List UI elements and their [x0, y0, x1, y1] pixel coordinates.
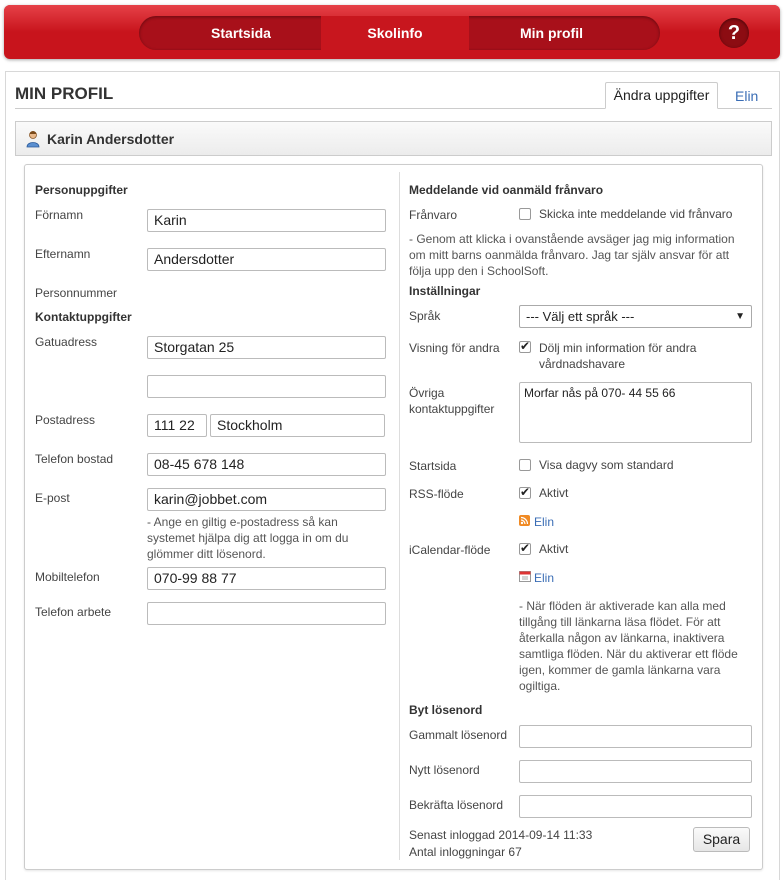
calendar-icon [519, 570, 531, 582]
confirm-password-label: Bekräfta lösenord [409, 798, 504, 812]
tab-elin[interactable]: Elin [735, 88, 759, 104]
chevron-down-icon: ▼ [735, 311, 745, 322]
user-name: Karin Andersdotter [47, 131, 175, 147]
settings-heading: Inställningar [409, 284, 481, 298]
login-count-text: Antal inloggningar 67 [409, 845, 522, 859]
new-password-label: Nytt lösenord [409, 763, 480, 777]
rss-link[interactable]: Elin [534, 515, 555, 529]
top-navigation-bar [4, 5, 780, 59]
other-contact-textarea[interactable]: Morfar nås på 070- 44 55 66 [519, 382, 752, 443]
street-input[interactable]: Storgatan 25 [147, 336, 386, 359]
save-button[interactable]: Spara [693, 827, 750, 852]
startpage-checkbox[interactable] [519, 459, 531, 471]
personuppgifter-heading: Personuppgifter [35, 183, 128, 197]
street-label: Gatuadress [35, 335, 98, 349]
display-checkbox[interactable] [519, 341, 531, 353]
work-phone-label: Telefon arbete [35, 605, 112, 619]
old-password-input[interactable] [519, 725, 752, 748]
email-input[interactable]: karin@jobbet.com [147, 488, 386, 511]
other-contact-label: Övriga kontaktuppgifter [409, 386, 495, 416]
nav-menu [139, 16, 660, 50]
password-heading: Byt lösenord [409, 703, 483, 717]
first-name-label: Förnamn [35, 208, 84, 222]
rss-label: RSS-flöde [409, 487, 464, 501]
language-select-value: --- Välj ett språk --- [526, 309, 635, 324]
mobile-label: Mobiltelefon [35, 570, 100, 584]
startpage-checkbox-label: Visa dagvy som standard [539, 458, 674, 472]
first-name-input[interactable]: Karin [147, 209, 386, 232]
confirm-password-input[interactable] [519, 795, 752, 818]
home-phone-input[interactable]: 08-45 678 148 [147, 453, 386, 476]
ical-checkbox-label: Aktivt [539, 542, 569, 556]
kontaktuppgifter-heading: Kontaktuppgifter [35, 310, 132, 324]
postal-label: Postadress [35, 413, 96, 427]
nav-min-profil[interactable]: Min profil [520, 25, 583, 41]
ical-link[interactable]: Elin [534, 571, 555, 585]
absence-checkbox-label: Skicka inte meddelande vid frånvaro [539, 207, 733, 221]
last-login-text: Senast inloggad 2014-09-14 11:33 [409, 828, 593, 842]
last-name-label: Efternamn [35, 247, 91, 261]
rss-checkbox-label: Aktivt [539, 486, 569, 500]
work-phone-input[interactable] [147, 602, 386, 625]
display-checkbox-label: Dölj min information för andra vårdnadshavare [539, 341, 697, 371]
profile-name-bar [15, 121, 772, 156]
absence-help-text: - Genom att klicka i ovanstående avsäger jag mig information om mitt barns oanmälda frånvaro. Jag tar själv ansvar för att följa upp den i SchoolSoft. [409, 232, 735, 278]
user-icon [24, 130, 42, 148]
rss-checkbox[interactable] [519, 487, 531, 499]
city-input[interactable]: Stockholm [210, 414, 385, 437]
nav-startsida[interactable]: Startsida [211, 25, 271, 41]
personnummer-label: Personnummer [35, 286, 118, 300]
startpage-label: Startsida [409, 459, 457, 473]
tab-andra-uppgifter[interactable]: Ändra uppgifter [605, 82, 718, 109]
feeds-help-text: - När flöden är aktiverade kan alla med tillgång till länkarna läsa flödet. För att återkalla någon av länkarna, inaktivera samtliga flöden. När du aktiverar ett flöde igen, kommer de gamla länkarna vara ogiltiga. [519, 599, 738, 693]
page-title: MIN PROFIL [15, 84, 114, 103]
home-phone-label: Telefon bostad [35, 452, 114, 466]
nav-skolinfo[interactable]: Skolinfo [321, 16, 469, 50]
language-select[interactable] [519, 305, 752, 328]
zip-input[interactable]: 111 22 [147, 414, 207, 437]
absence-label: Frånvaro [409, 208, 458, 222]
absence-checkbox[interactable] [519, 208, 531, 220]
language-label: Språk [409, 309, 441, 323]
old-password-label: Gammalt lösenord [409, 728, 508, 742]
new-password-input[interactable] [519, 760, 752, 783]
help-icon[interactable]: ? [719, 18, 749, 48]
email-label: E-post [35, 491, 70, 505]
last-name-input[interactable]: Andersdotter [147, 248, 386, 271]
ical-label: iCalendar-flöde [409, 543, 491, 557]
ical-checkbox[interactable] [519, 543, 531, 555]
mobile-input[interactable]: 070-99 88 77 [147, 567, 386, 590]
absence-heading: Meddelande vid oanmäld frånvaro [409, 183, 604, 197]
rss-icon [519, 515, 530, 526]
display-label: Visning för andra [409, 341, 500, 355]
street2-input[interactable] [147, 375, 386, 398]
email-help-text: - Ange en giltig e-postadress så kan systemet hjälpa dig att logga in om du glömmer ditt lösenord. [147, 515, 349, 561]
column-divider [399, 172, 400, 860]
